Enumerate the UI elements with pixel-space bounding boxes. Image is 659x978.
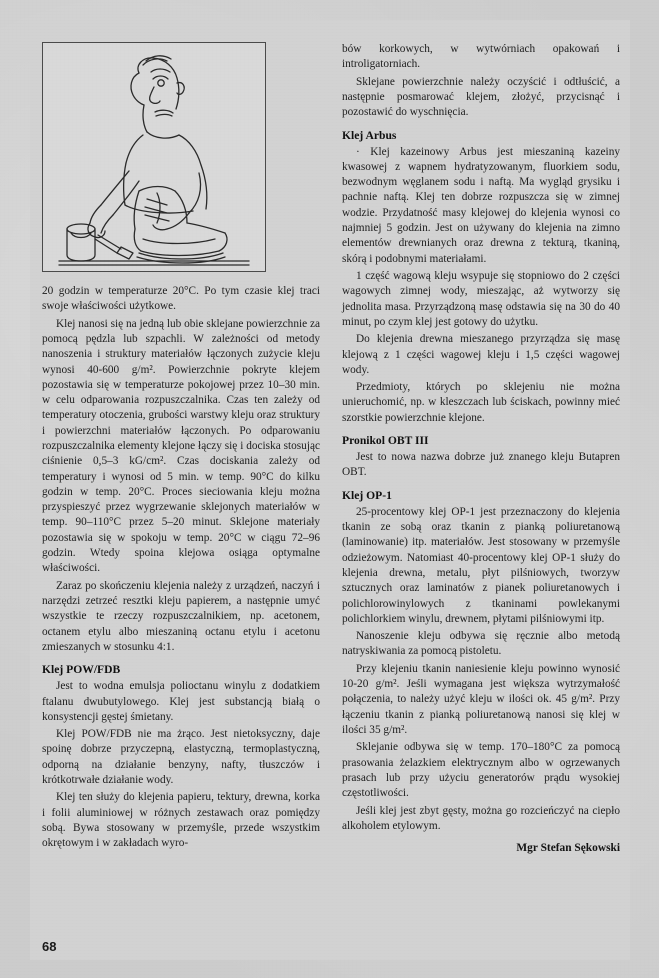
paragraph: Jest to wodna emulsja polioctanu winylu z dodatkiem ftalanu dwubutylowego. Klej jest substancją białą o konsystencji gęstej śmietany.	[42, 680, 320, 723]
paragraph: Jeśli klej jest zbyt gęsty, można go rozcieńczyć na ciepło alkoholem etylowym.	[342, 804, 620, 832]
paragraph: Sklejanie odbywa się w temp. 170–180°C za pomocą prasowania żelazkiem elektrycznym albo w ogrzewanych prasach lub przy użyciu generatorów prądu wysokiej częstotliwości.	[342, 741, 620, 800]
section-heading-klej-op-1: Klej OP-1	[342, 488, 392, 502]
section-heading-klej-arbus: Klej Arbus	[342, 128, 397, 142]
paragraph: 20 godzin w temperaturze 20°C. Po tym czasie klej traci swoje właściwości użytkowe.	[42, 285, 320, 313]
paragraph: 25-procentowy klej OP-1 jest przeznaczony do klejenia tkanin ze sobą oraz tkanin z pianką poliuretanową (laminowanie) itp. materiałów. Jest stosowany w przemyśle odzieżowym. Natomiast 40-procentowy klej OP-1 służy do klejenia drewna, metalu, płyt pilśniowych, tworzyw sztucznych oraz laminatów z pianek poliuretanowych i polichlorowinylowych z tkaninami powlekanymi polichlorkiem winylu, drewnem, płytami pilśniowymi itp.	[342, 505, 620, 625]
section-heading-pow-fdb: Klej POW/FDB	[42, 663, 121, 677]
paragraph: Zaraz po skończeniu klejenia należy z urządzeń, naczyń i narzędzi zetrzeć resztki kleju papierem, a następnie umyć wszystkie te rzeczy rozpuszczalnikiem, np. acetonem, octanem etylu albo mieszaniną octanu etylu i acetonu zmieszanych w stosunku 4:1.	[42, 579, 320, 653]
paragraph: Nanoszenie kleju odbywa się ręcznie albo metodą natryskiwania za pomocą pistoletu.	[342, 630, 620, 658]
paragraph: Klej nanosi się na jedną lub obie sklejane powierzchnie za pomocą pędzla lub szpachli. W zależności od metody nanoszenia i struktury materiałów łączonych zużycie kleju wynosi 40-600 g/m². Powierzchnie pokryte klejem pozostawia się w temperaturze pokojowej przez 10–30 min. w celu odparowania rozpuszczalnika. Czas ten zależy od temperatury otoczenia, grubości warstwy kleju oraz struktury i powierzchni materiałów łączonych. Po odparowaniu rozpuszczalnika elementy klejone łączy się i dociska stosując ciśnienie 0,5–3 kG/cm². Czas dociskania zależy od temperatury i wynosi od 5 min. w temp. 90°C do kilku godzin w temp. 20°C. Proces sieciowania kleju można przyspieszyć przez wygrzewanie sklejonych materiałów w temp. 90–110°C przez 5–20 minut. Sklejone materiały pozostawia się w spokoju w temp. 20°C w ciągu 72–96 godzin. Wtedy spoina klejowa osiąga optymalne właściwości.	[42, 317, 320, 575]
paragraph: bów korkowych, w wytwórniach opakowań i introligatorniach.	[342, 43, 620, 71]
paragraph: Jest to nowa nazwa dobrze już znanego kleju Butapren OBT.	[342, 451, 620, 479]
paragraph: Klej ten służy do klejenia papieru, tektury, drewna, korka i folii aluminiowej w różnych zestawach oraz pomiędzy sobą. Bywa stosowany w przemyśle, przede wszystkim okrętowym i w zakładach wyro-	[42, 791, 320, 850]
right-column	[342, 42, 620, 912]
text-columns	[42, 42, 620, 912]
left-column	[42, 42, 320, 912]
paragraph: Klej POW/FDB nie ma żrąco. Jest nietoksyczny, daje spoinę dobrze przyczepną, elastyczną, termoplastyczną, odporną na działanie benzyny, nafty, tłuszczów i krótkotrwałe działanie wody.	[42, 728, 320, 787]
paragraph: Sklejane powierzchnie należy oczyścić i odtłuścić, a następnie posmarować klejem, złożyć, przycisnąć i pozostawić do wyschnięcia.	[342, 75, 620, 119]
paragraph: 1 część wagową kleju wsypuje się stopniowo do 2 części wagowych zimnej wody, mieszając, aż wytworzy się jednolita masa. Przyrządzoną masę odstawia się na 30 do 40 minut, po czym klej jest gotowy do użytku.	[342, 269, 620, 328]
illustration-man-gluing-shoe	[42, 42, 266, 272]
paragraph: Przedmioty, których po sklejeniu nie można unieruchomić, np. w kleszczach lub ściskach, powinny mieć szorstkie powierzchnie klejone.	[342, 381, 620, 424]
author-signature: Mgr Stefan Sękowski	[516, 842, 620, 855]
paragraph: Do klejenia drewna mieszanego przyrządza się masę klejową z 1 części wagowej kleju i 1,5 części wagowej wody.	[342, 333, 620, 376]
paragraph: · Klej kazeinowy Arbus jest mieszaniną kazeiny kwasowej z wapnem hydratyzowanym, fluorkiem sodu, bezwodnym węglanem sodu i naftą. Ma wygląd grysiku i pachnie naftą. Klej ten dobrze rozpuszcza się w zimnej wodzie. Przydatność masy klejowej do klejenia wynosi co najmniej 5 godzin. Jest on używany do klejenia na zimno elementów drewnianych oraz drewna z tekturą, tkaniną, skórą i podobnymi materiałami.	[342, 145, 620, 265]
paragraph: Przy klejeniu tkanin naniesienie kleju powinno wynosić 10-20 g/m². Jeśli wymagana jest większa wytrzymałość połączenia, to należy użyć kleju w ilości ok. 45 g/m². Przy łączeniu tkanin z pianką poliuretanową nanosi się klej w ilości 35 g/m².	[342, 662, 620, 736]
section-heading-pronikol-obt-iii: Pronikol OBT III	[342, 434, 429, 448]
page-number: 68	[42, 939, 57, 954]
